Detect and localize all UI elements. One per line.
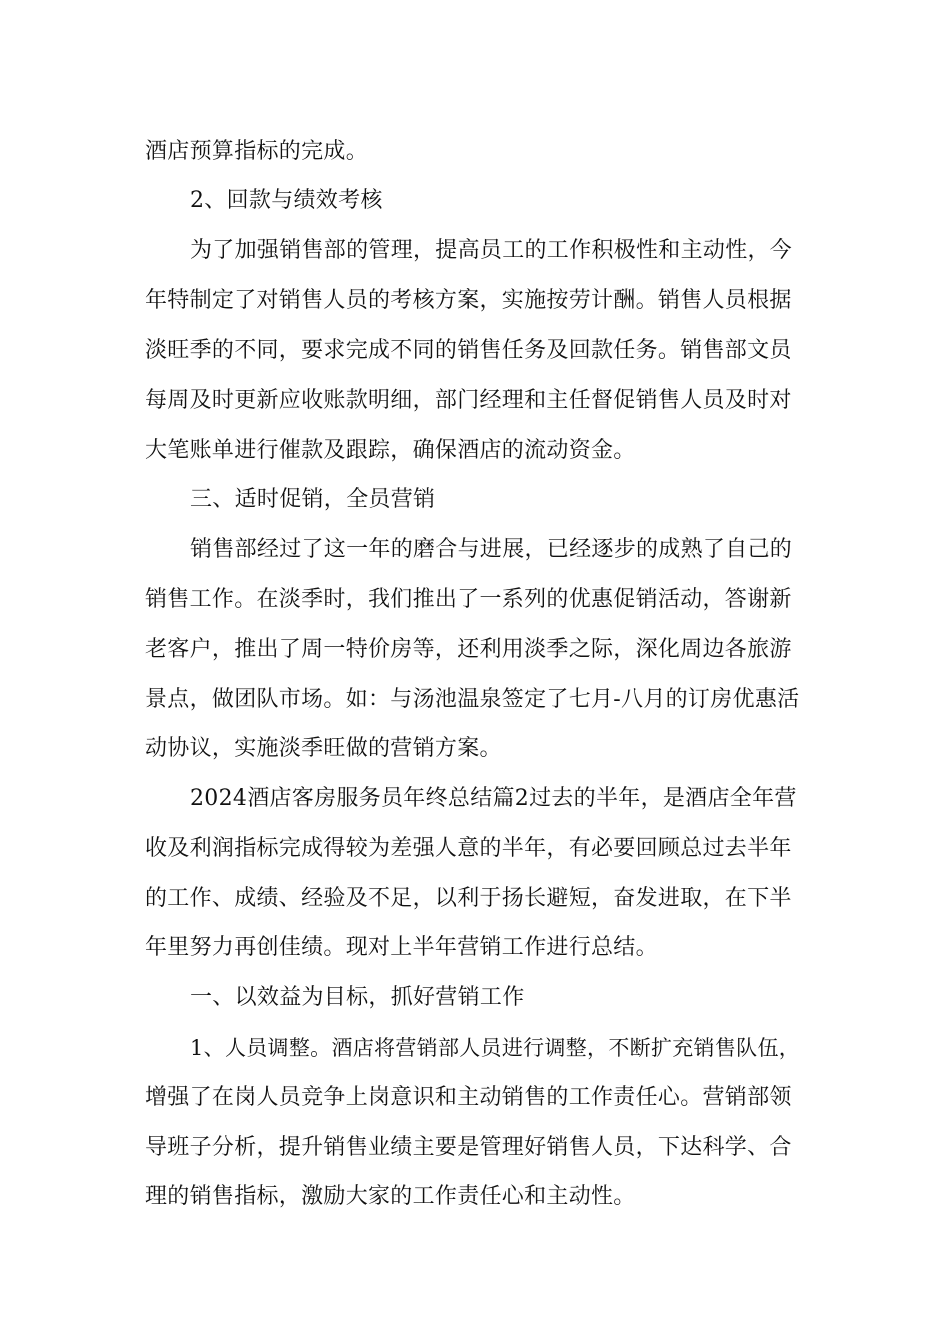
text-line: 导班子分析，提升销售业绩主要是管理好销售人员，下达科学、合 [145, 1135, 792, 1160]
text-line: 为了加强销售部的管理，提高员工的工作积极性和主动性，今 [190, 238, 793, 263]
section-heading: 2、回款与绩效考核 [190, 188, 383, 213]
section-heading: 三、适时促销，全员营销 [190, 487, 436, 512]
text-line: 理的销售指标，激励大家的工作责任心和主动性。 [145, 1184, 636, 1209]
text-line: 销售工作。在淡季时，我们推出了一系列的优惠促销活动，答谢新 [145, 587, 792, 612]
text-line: 收及利润指标完成得较为差强人意的半年，有必要回顾总过去半年 [145, 836, 792, 861]
text-line: 增强了在岗人员竞争上岗意识和主动销售的工作责任心。营销部领 [145, 1085, 792, 1110]
text-line: 大笔账单进行催款及跟踪，确保酒店的流动资金。 [145, 438, 636, 463]
text-line: 酒店预算指标的完成。 [145, 139, 369, 164]
text-line: 每周及时更新应收账款明细，部门经理和主任督促销售人员及时对 [145, 388, 792, 413]
text-line: 年特制定了对销售人员的考核方案，实施按劳计酬。销售人员根据 [145, 288, 792, 313]
section-heading: 一、以效益为目标，抓好营销工作 [190, 985, 525, 1010]
text-line: 动协议，实施淡季旺做的营销方案。 [145, 736, 502, 761]
text-line: 销售部经过了这一年的磨合与进展，已经逐步的成熟了自己的 [190, 537, 793, 562]
text-line: 年里努力再创佳绩。现对上半年营销工作进行总结。 [145, 935, 658, 960]
text-line: 1、人员调整。酒店将营销部人员进行调整，不断扩充销售队伍， [190, 1036, 801, 1060]
text-line: 的工作、成绩、经验及不足，以利于扬长避短，奋发进取，在下半 [145, 886, 792, 911]
text-line: 景点，做团队市场。如：与汤池温泉签定了七月-八月的订房优惠活 [145, 687, 800, 712]
text-line: 2024酒店客房服务员年终总结篇2过去的半年，是酒店全年营 [190, 786, 797, 811]
text-line: 淡旺季的不同，要求完成不同的销售任务及回款任务。销售部文员 [145, 338, 792, 363]
text-line: 老客户，推出了周一特价房等，还利用淡季之际，深化周边各旅游 [145, 637, 792, 662]
